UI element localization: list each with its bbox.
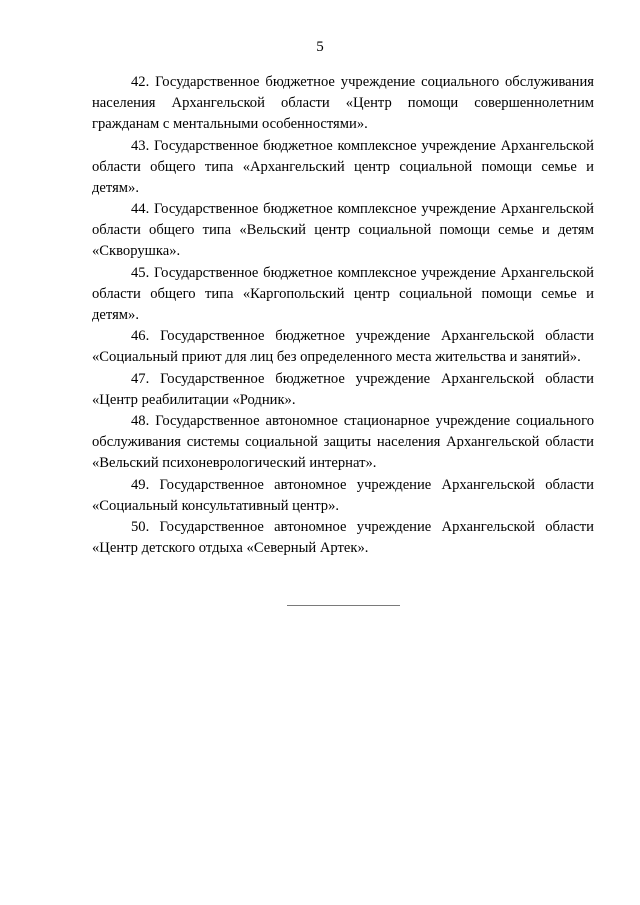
list-item: 43. Государственное бюджетное комплексное учреждение Архангельской области общего типа «Архангельский центр социальной помощи семье и детям».: [92, 137, 594, 196]
list-item: 47. Государственное бюджетное учреждение Архангельской области «Центр реабилитации «Родник».: [92, 370, 594, 408]
list-item: 45. Государственное бюджетное комплексное учреждение Архангельской области общего типа «Каргопольский центр социальной помощи семье и детям».: [92, 264, 594, 323]
institution-list: [92, 72, 594, 560]
list-item: 44. Государственное бюджетное комплексное учреждение Архангельской области общего типа «Вельский центр социальной помощи семье и детям «Скворушка».: [92, 201, 594, 259]
list-item: 50. Государственное автономное учреждение Архангельской области «Центр детского отдыха «Северный Артек».: [92, 519, 594, 556]
list-item: 49. Государственное автономное учреждение Архангельской области «Социальный консультативный центр».: [92, 476, 594, 514]
list-item: 42. Государственное бюджетное учреждение социального обслуживания населения Архангельской области «Центр помощи совершеннолетним гражданам с ментальными особенностями».: [92, 74, 594, 132]
end-divider: [287, 605, 400, 606]
list-item: 46. Государственное бюджетное учреждение Архангельской области «Социальный приют для лиц без определенного места жительства и занятий».: [92, 328, 594, 365]
page-number: 5: [316, 39, 324, 55]
list-item: 48. Государственное автономное стационарное учреждение социального обслуживания системы социальной защиты населения Архангельской области «Вельский психоневрологический интернат».: [92, 413, 594, 471]
